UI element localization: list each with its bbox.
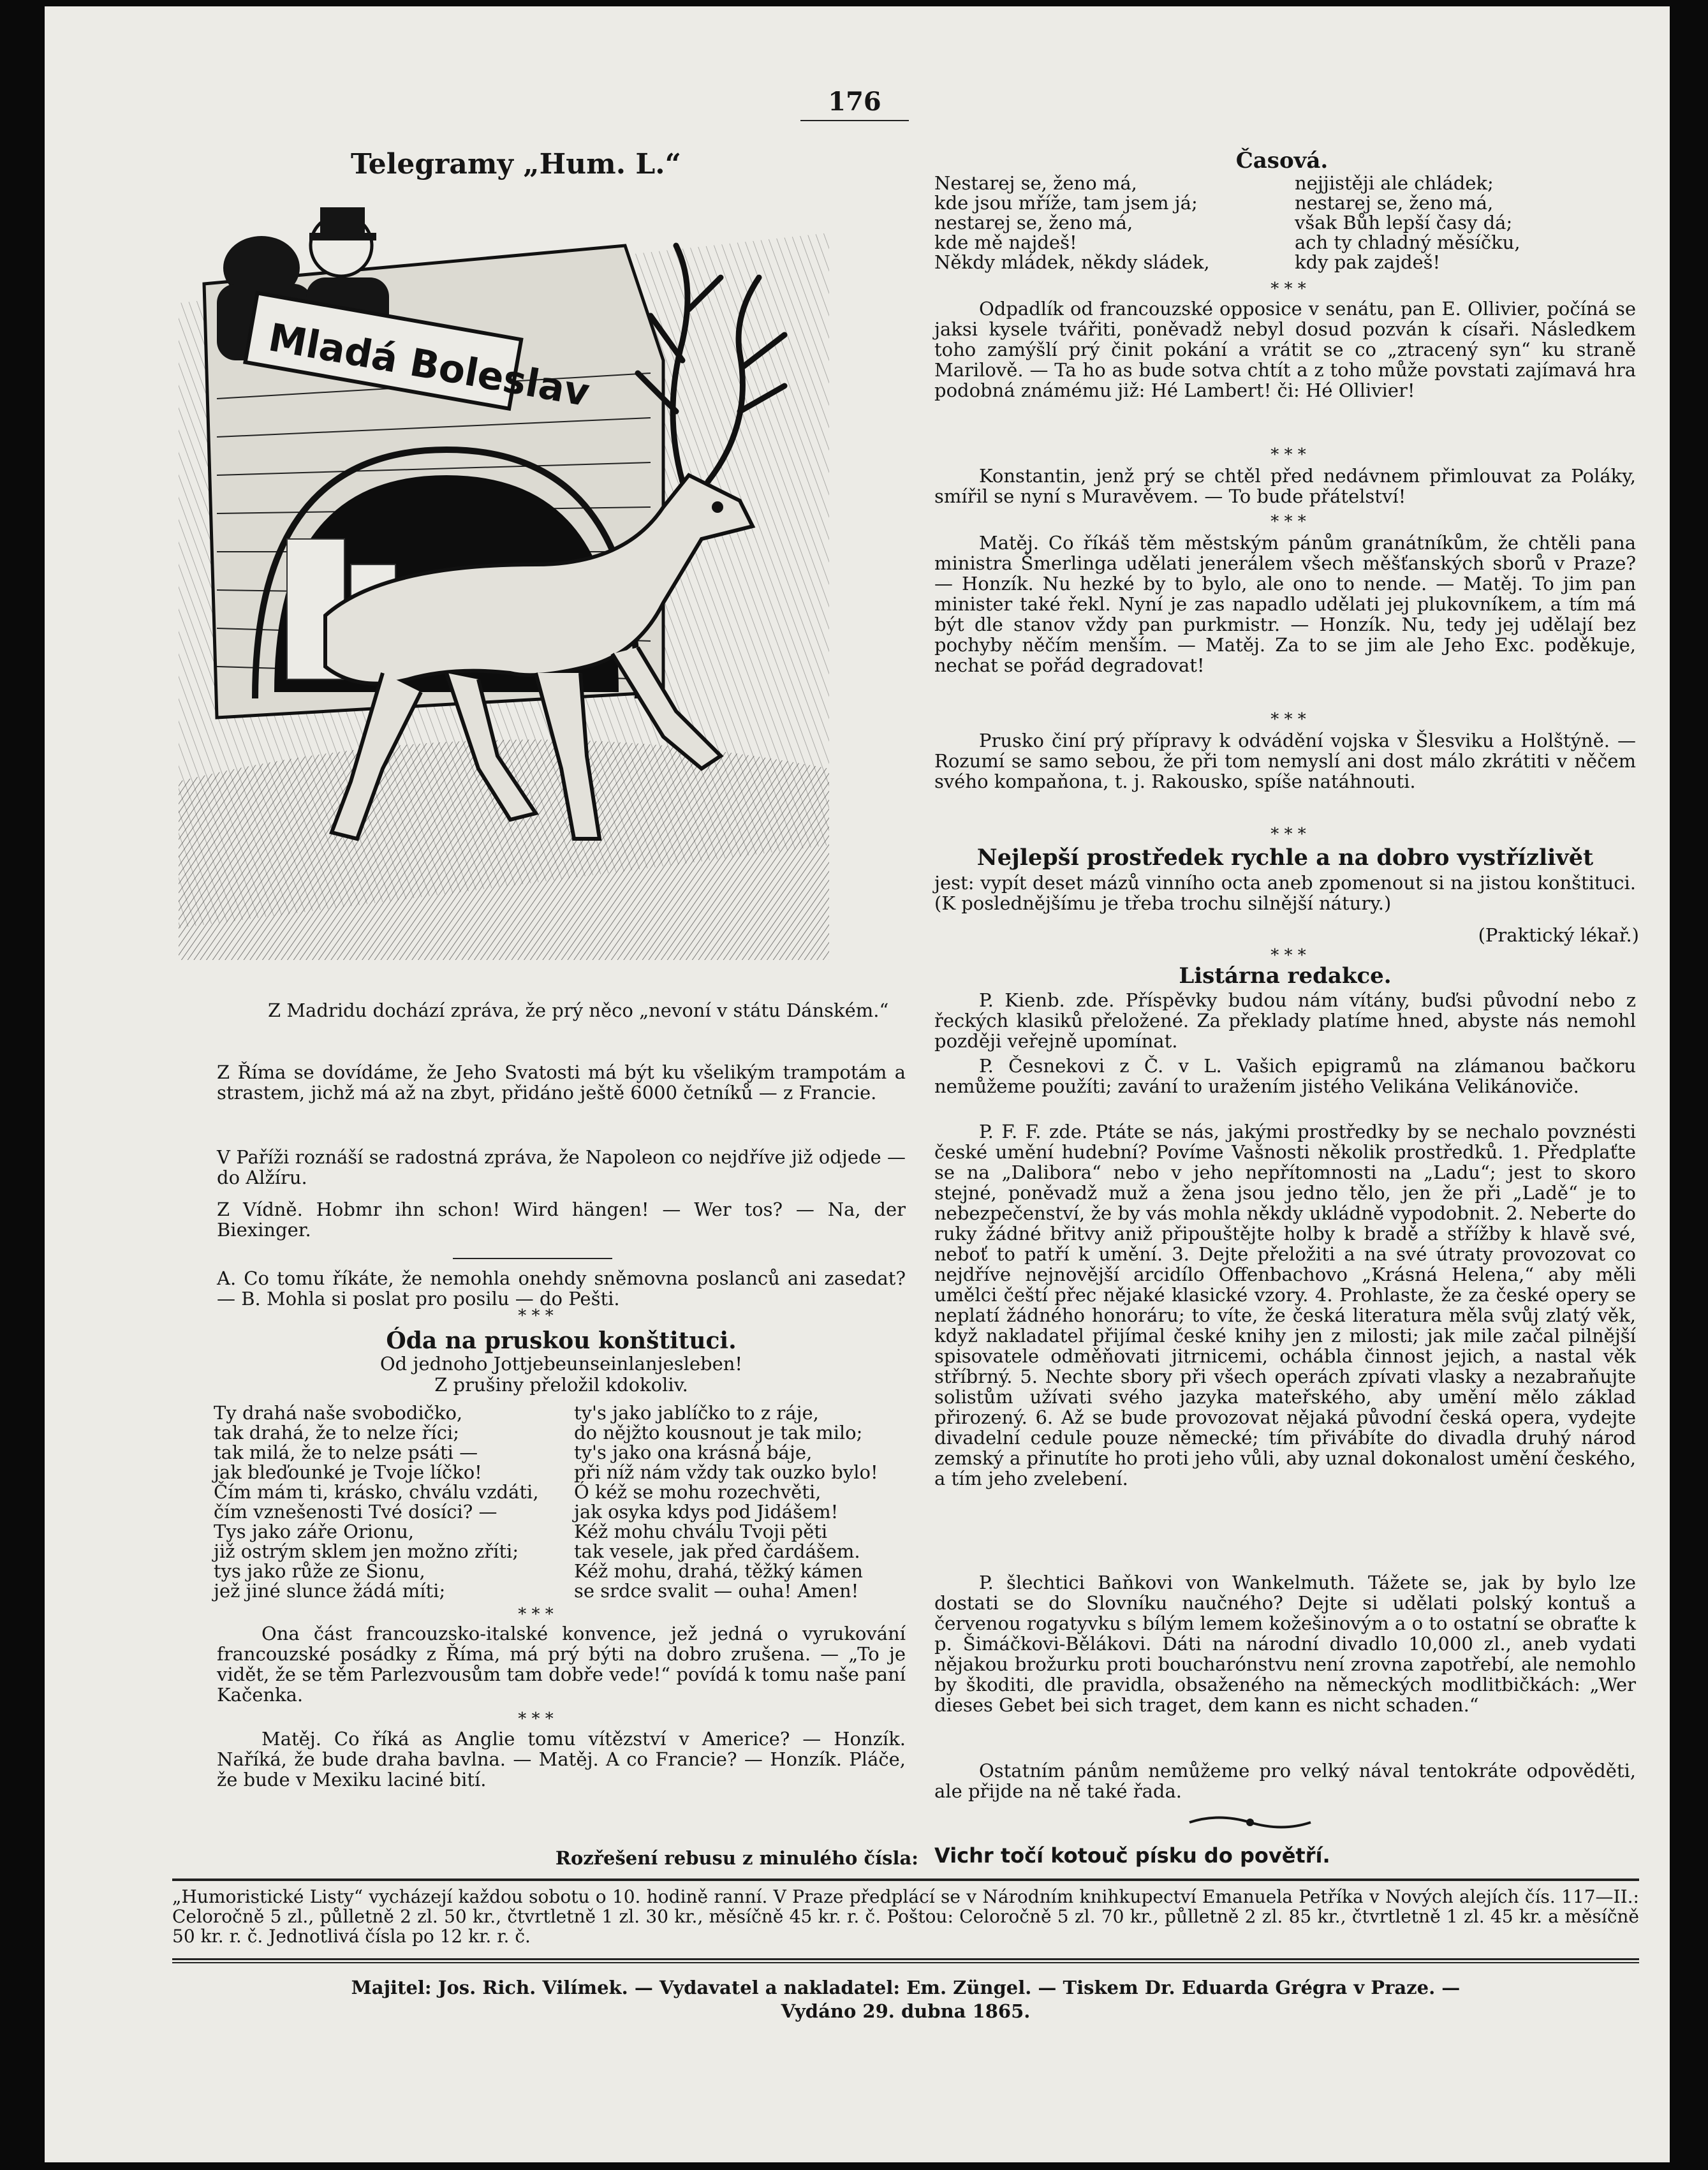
footer-rule-middle [172, 1958, 1639, 1960]
ornament-divider-icon [1186, 1813, 1314, 1832]
illustration-sign-text: Mladá Boleslav [265, 315, 593, 416]
poem-line: kde jsou mříže, tam jsem já; [934, 192, 1198, 214]
stars-divider: * * * [1270, 710, 1306, 729]
poem-line: při níž nám vždy tak ouzko bylo! [574, 1461, 878, 1483]
poem-line: jež jiné slunce žádá míti; [214, 1580, 446, 1602]
poem-line: tak milá, že to nelze psáti — [214, 1442, 478, 1463]
ollivier-report: Odpadlík od francouzské opposice v senátu, pan E. Ollivier, počíná se jaksi kysele tvářiti, poněvadž nebyl dosud pozván k císaři. Následkem toho zamýšlí prý činit pokání a vrátit se co „ztracený syn“ ku straně Marilově. — Ta ho as bude sotva chtít a z toho může povstati zajímavá hra podobná známému již: Hé Lambert! či: Hé Ollivier! [934, 298, 1636, 401]
oda-subtitle-2: Z prušiny přeložil kdokoliv. [434, 1374, 688, 1396]
prusko-report: Prusko činí prý přípravy k odvádění vojska v Šlesviku a Holštýně. — Rozumí se samo sebou, že při tom nemyslí ani dost málo zkrátiti v něčem svého kompaňona, t. j. Rakousko, spíše natáhnouti. [934, 730, 1636, 792]
poem-line: tak drahá, že to nelze říci; [214, 1422, 460, 1443]
listarna-kienb: P. Kienb. zde. Příspěvky budou nám vítány, buďsi původní nebo z řeckých klasiků přeložené. Za překlady platíme hned, abyste nás nemohl později veřejně upomínat. [934, 989, 1636, 1052]
telegramy-title: Telegramy „Hum. L.“ [351, 148, 681, 181]
poem-line: však Bůh lepší časy dá; [1295, 212, 1513, 233]
poem-line: ty's jako jablíčko to z ráje, [574, 1402, 819, 1424]
stars-divider: * * * [1270, 445, 1306, 464]
poem-line: Čím mám ti, krásko, chválu vzdáti, [214, 1481, 539, 1503]
rebus-answer: Vichr točí kotouč písku do povětří. [934, 1843, 1330, 1868]
matej-granatnici-dialog: Matěj. Co říkáš těm městským pánům granátníkům, že chtěli pana ministra Šmerlinga udělati jenerálem všech měšťanských sborů v Praze? — Honzík. Nu hezké by to bylo, ale ono to nende. — Matěj. To jim pan minister také řekl. Nyní je zas napadlo udělati jej plukovníkem, a tím má být dle stanov vždy pan purkmistr. — Honzík. Nu, tedy jej udělají bez pochyby něčím menším. — Matěj. Za to se jim ale Jeho Exc. poděkuje, nechat se pořád degradovat! [934, 532, 1636, 676]
stars-divider: * * * [518, 1605, 554, 1624]
prostredek-text: jest: vypít deset mázů vinního octa aneb zpomenout si na jistou konštituci. (K poslednějšímu je třeba trochu silnější nátury.) [934, 872, 1636, 914]
prostredek-signature: (Praktický lékař.) [1478, 924, 1639, 946]
listarna-cesnek: P. Česnekovi z Č. v L. Vašich epigramů na zlámanou bačkoru nemůžeme použíti; zavání to uražením jistého Velikána Velikánoviče. [934, 1055, 1636, 1097]
konstantin-report: Konstantin, jenž prý se chtěl před nedávnem přimlouvat za Poláky, smířil se nyní s Muravěvem. — To bude přátelství! [934, 465, 1636, 507]
poem-line: ach ty chladný měsíčku, [1295, 232, 1520, 253]
poem-line: nestarej se, ženo má, [1295, 192, 1494, 214]
page-number-underline [800, 120, 909, 121]
konvence-report: Ona část francouzsko-italské konvence, jež jedná o vyrukování francouzské posádky z Říma, má prý býti na dobro zrušena. — „To je vidět, že se těm Parlezvousům tam dobře vede!“ povídá k tomu naše paní Kačenka. [217, 1623, 906, 1706]
viden-report: Z Vídně. Hobmr ihn schon! Wird hängen! — Wer tos? — Na, der Biexinger. [217, 1199, 906, 1241]
poem-line: Kéž mohu chválu Tvoji pěti [574, 1521, 828, 1542]
listarna-title: Listárna redakce. [1179, 963, 1392, 989]
poem-line: Ó kéž se mohu rozechvěti, [574, 1481, 821, 1503]
casova-poem-left [934, 173, 1292, 272]
casova-poem-right [1295, 173, 1639, 272]
footer-rule-top [172, 1878, 1639, 1881]
oda-poem-right [574, 1403, 906, 1601]
stars-divider: * * * [1270, 279, 1306, 299]
stars-divider: * * * [518, 1709, 554, 1729]
deer-bridge-illustration [179, 207, 829, 960]
poem-line: jak osyka kdys pod Jidášem! [574, 1501, 839, 1523]
stars-divider: * * * [1270, 946, 1306, 965]
matej-honzik-dialog: Matěj. Co říká as Anglie tomu vítězství v Americe? — Honzík. Naříká, že bude draha bavlna. — Matěj. A co Francie? — Honzík. Pláče, že bude v Mexiku laciné bití. [217, 1728, 906, 1790]
poem-line: čím vznešenosti Tvé dosíci? — [214, 1501, 497, 1523]
publisher-info: Majitel: Jos. Rich. Vilímek. — Vydavatel a nakladatel: Em. Züngel. — Tiskem Dr. Eduarda Grégra v Praze. — [351, 1977, 1461, 1998]
rebus-label: Rozřešení rebusu z minulého čísla: [555, 1847, 918, 1869]
poem-line: jak bleďounké je Tvoje líčko! [214, 1461, 482, 1483]
stars-divider: * * * [1270, 512, 1306, 531]
section-divider [453, 1258, 612, 1259]
poem-line: Tys jako záře Orionu, [214, 1521, 415, 1542]
poem-line: kde mě najdeš! [934, 232, 1077, 253]
listarna-ostatni: Ostatním pánům nemůžeme pro velký nával tentokráte odpověděti, ale přijde na ně také řada. [934, 1760, 1636, 1802]
poem-line: Nestarej se, ženo má, [934, 172, 1137, 194]
oda-title: Óda na pruskou konštituci. [386, 1327, 737, 1354]
poem-line: do nějžto kousnout je tak milo; [574, 1422, 863, 1443]
pariz-report: V Paříži roznáší se radostná zpráva, že Napoleon co nejdříve již odjede — do Alžíru. [217, 1146, 906, 1188]
prostredek-title: Nejlepší prostředek rychle a na dobro vystřízlivět [976, 845, 1594, 871]
casova-title: Časová. [1235, 148, 1329, 173]
footer-rule-middle-2 [172, 1962, 1639, 1963]
poem-line: tak vesele, jak před čardášem. [574, 1540, 860, 1562]
listarna-ff: P. F. F. zde. Ptáte se nás, jakými prostředky by se nechalo povznésti české umění hudební? Povíme Vašnosti několik prostředků. 1. Předplaťte se na „Dalibora“ nebo v jeho nepřítomnosti na „Ladu“; jest to skoro stejné, poněvadž muž a žena jsou jedno tělo, jen že při „Ladě“ je to nebezpečenství, že by vás mohla někdy ukládně vypodobnit. 2. Neberte do ruky žádné břitvy aniž připouštějte holby k bradě a střížby k hlavě své, neboť to patří k umění. 3. Dejte přeložiti a na své útraty provozovat co nejdříve nejnovější arcidílo Offenbachovo „Krásná Helena,“ aby měli umělci čeští přec nějaké klasické vzory. 4. Prohlaste, že za české opery se neplatí žádného honoráru; to víte, že česká literatura měla svůj zlatý věk, když nakladatel přijímal české knihy jen z milosti; jak mile začal pilnější spisovatele odměňovati jitrnicemi, ochábla činnost jejich, a nastal věk stříbrný. 5. Nechte sbory při všech operách zpívati vlasky a nezabraňujte solistům užívati svého jazyka mateřského, aby umění mělo základ přirozený. 6. Až se bude provozovat nějaká původní česká opera, vydejte divadelní cedule pouze německé; tím přivábíte do divadla druhý národ zemský a přinutíte ho proti jeho vůli, aby uznal dokonalost umění českého, a tím jeho zvelebení. [934, 1121, 1636, 1489]
listarna-bankovi: P. šlechtici Baňkovi von Wankelmuth. Tážete se, jak by bylo lze dostati se do Slovníku naučného? Dejte si udělati polský kontuš a červenou rogatyvku s bílým lemem kožešinovým a o to ostatní se obraťte k p. Šimáčkovi-Bělákovi. Dáti na národní divadlo 10,000 zl., aneb vydati nějakou brožurku proti boucharónstvu není zrovna zapotřebí, ale nemohlo by škoditi, dle pravidla, obsaženého na německých modlitbičkách: „Wer dieses Gebet bei sich traget, dem kann es nicht schaden.“ [934, 1572, 1636, 1716]
newspaper-page [45, 6, 1670, 2162]
subscription-info: „Humoristické Listy“ vycházejí každou sobotu o 10. hodině ranní. V Praze předplácí se v Národním knihkupectví Emanuela Petříka v Nových alejích čís. 117—II.: Celoročně 5 zl., půlletně 2 zl. 50 kr., čtvrtletně 1 zl. 30 kr., měsíčně 45 kr. r. č. Poštou: Celoročně 5 zl. 70 kr., půlletně 2 zl. 85 kr., čtvrtletně 1 zl. 45 kr. a měsíčně 50 kr. r. č. Jednotlivá čísla po 12 kr. r. č. [172, 1886, 1639, 1947]
poem-line: se srdce svalit — ouha! Amen! [574, 1580, 859, 1602]
page-number: 176 [828, 87, 881, 117]
poem-line: Kéž mohu, drahá, těžký kámen [574, 1560, 863, 1582]
rim-report: Z Říma se dovídáme, že Jeho Svatosti má být ku všelikým trampotám a strastem, jichž má až na zbyt, přidáno ještě 6000 četníků — z Francie. [217, 1061, 906, 1103]
poem-line: nejjistěji ale chládek; [1295, 172, 1494, 194]
poem-line: kdy pak zajdeš! [1295, 251, 1441, 273]
stars-divider: * * * [1270, 825, 1306, 844]
poem-line: ty's jako ona krásná báje, [574, 1442, 813, 1463]
madrid-report: Z Madridu dochází zpráva, že prý něco „nevoní v státu Dánském.“ [268, 1000, 889, 1021]
oda-poem-left [214, 1403, 545, 1601]
poem-line: již ostrým sklem jen možno zříti; [214, 1540, 519, 1562]
poem-line: Někdy mládek, někdy sládek, [934, 251, 1210, 273]
stars-divider: * * * [518, 1306, 554, 1325]
poem-line: nestarej se, ženo má, [934, 212, 1133, 233]
poem-line: tys jako růže ze Sionu, [214, 1560, 425, 1582]
poem-line: Ty drahá naše svobodičko, [214, 1402, 463, 1424]
issue-date: Vydáno 29. dubna 1865. [781, 2000, 1031, 2022]
oda-subtitle-1: Od jednoho Jottjebeunseinlanjesleben! [379, 1353, 743, 1375]
poslanci-dialog: A. Co tomu říkáte, že nemohla onehdy sněmovna poslanců ani zasedat? — B. Mohla si poslat pro posilu — do Pešti. [217, 1267, 906, 1310]
